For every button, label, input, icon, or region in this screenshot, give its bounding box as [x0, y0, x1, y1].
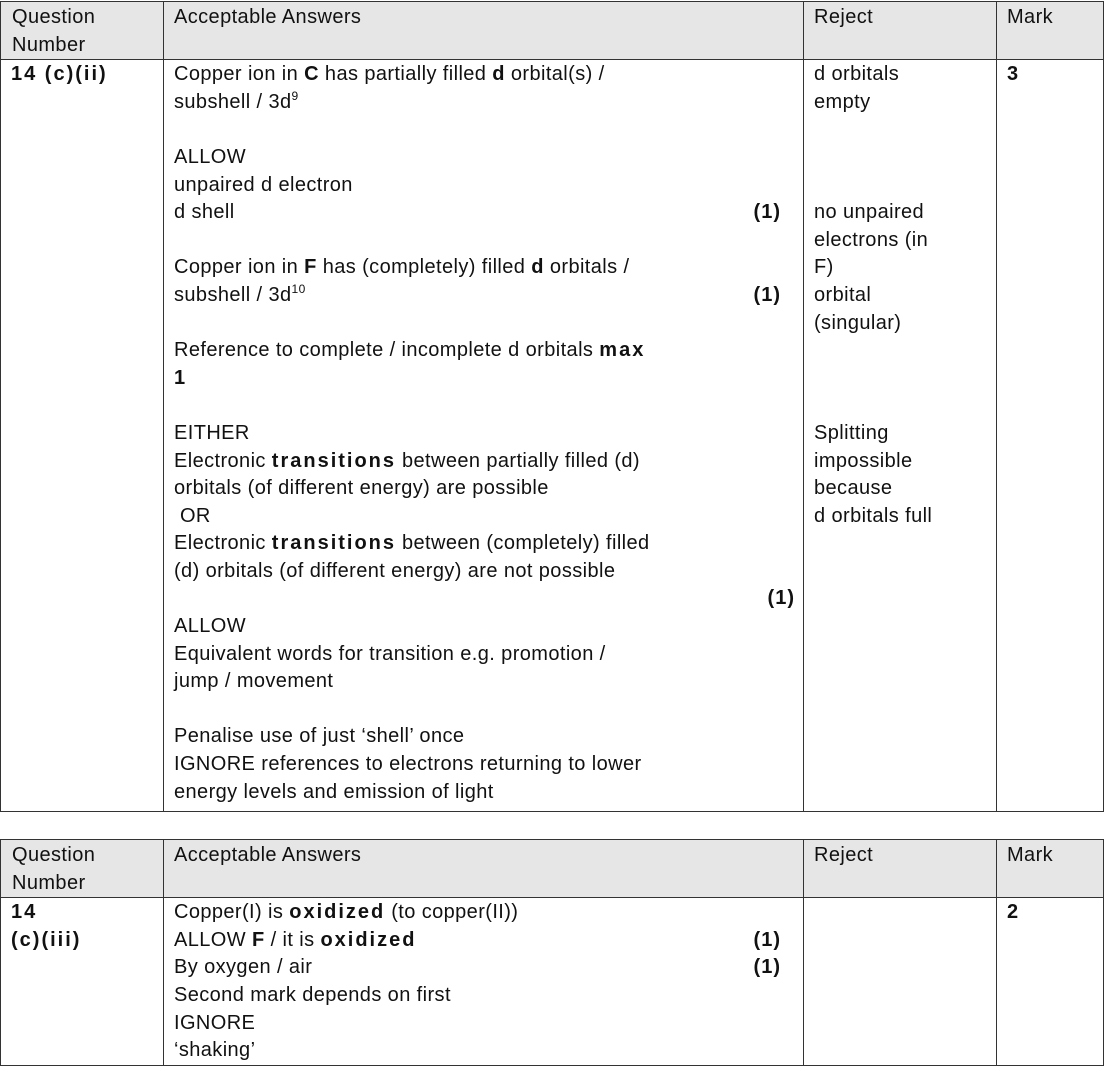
answer-line: orbitals (of different energy) are possible	[174, 477, 549, 500]
question-number-part: (c)(iii)	[11, 928, 82, 951]
allow-label: ALLOW	[174, 145, 247, 168]
header-reject: Reject	[804, 2, 997, 60]
or-label: OR	[179, 504, 211, 527]
answer-row	[1, 898, 1104, 1066]
question-number-cell	[1, 60, 164, 812]
point-marker: (1)	[767, 587, 795, 610]
answer-line: Copper ion in C has partially filled d orbital(s) /	[174, 63, 605, 86]
answer-line: subshell / $3d^{10}$ (1)	[174, 282, 795, 310]
reject-line: F)	[814, 256, 834, 279]
answer-line: 1	[174, 366, 186, 389]
answer-line	[174, 585, 795, 613]
answer-line: jump / movement	[174, 670, 334, 693]
reject-line: (singular)	[814, 311, 902, 334]
acceptable-answers-cell	[164, 898, 804, 1066]
point-marker: (1)	[753, 201, 781, 224]
reject-line: no unpaired	[814, 201, 925, 224]
mark-scheme-table-14-c-iii	[0, 839, 1104, 1066]
reject-line: d orbitals	[814, 63, 900, 86]
mark-cell	[997, 898, 1104, 1066]
answer-line: IGNORE	[174, 1011, 256, 1034]
answer-line: Electronic transitions between partially filled (d)	[174, 449, 640, 472]
answer-line: (d) orbitals (of different energy) are not possible	[174, 559, 616, 582]
allow-label: ALLOW	[174, 615, 247, 638]
acceptable-answers-cell	[164, 60, 804, 812]
answer-line: unpaired d electron	[174, 173, 353, 196]
header-acceptable-answers: Acceptable Answers	[164, 840, 804, 898]
reject-cell	[804, 898, 997, 1066]
answer-line: Copper ion in F has (completely) filled d orbitals /	[174, 256, 630, 279]
reject-line: Splitting	[814, 421, 889, 444]
reject-line: impossible	[814, 449, 913, 472]
mark-value: 3	[1007, 63, 1019, 86]
answer-line: Electronic transitions between (completely) filled	[174, 532, 650, 555]
mark-value: 2	[1007, 901, 1019, 924]
answer-line: Equivalent words for transition e.g. promotion /	[174, 642, 606, 665]
reject-line: because	[814, 477, 893, 500]
point-marker: (1)	[753, 928, 781, 951]
answer-line: d shell (1)	[174, 199, 795, 227]
either-label: EITHER	[174, 421, 250, 444]
header-row	[1, 840, 1104, 898]
reject-line: electrons (in	[814, 228, 929, 251]
answer-line: Reference to complete / incomplete d orbitals max	[174, 339, 646, 362]
question-number: 14	[11, 901, 38, 924]
header-acceptable-answers: Acceptable Answers	[164, 2, 804, 60]
answer-line: By oxygen / air (1)	[174, 954, 795, 982]
question-number-cell	[1, 898, 164, 1066]
header-question-number: Question Number	[1, 840, 164, 898]
reject-line: orbital	[814, 283, 872, 306]
mark-scheme-table-14-c-ii	[0, 1, 1104, 812]
header-row	[1, 2, 1104, 60]
header-mark: Mark	[997, 840, 1104, 898]
reject-line: d orbitals full	[814, 504, 933, 527]
header-reject: Reject	[804, 840, 997, 898]
answer-line: Copper(I) is oxidized (to copper(II))	[174, 901, 519, 924]
answer-line: ALLOW F / it is oxidized (1)	[174, 927, 795, 955]
point-marker: (1)	[753, 283, 781, 306]
answer-line: energy levels and emission of light	[174, 780, 494, 803]
question-number: 14 (c)(ii)	[11, 63, 108, 86]
answer-line: ‘shaking’	[174, 1039, 256, 1062]
answer-line: subshell / $3d^9$	[174, 88, 299, 113]
reject-line: empty	[814, 90, 871, 113]
header-mark: Mark	[997, 2, 1104, 60]
mark-cell	[997, 60, 1104, 812]
reject-cell	[804, 60, 997, 812]
answer-line: Second mark depends on first	[174, 983, 451, 1006]
answer-line: Penalise use of just ‘shell’ once	[174, 725, 465, 748]
point-marker: (1)	[753, 956, 781, 979]
answer-row	[1, 60, 1104, 812]
header-question-number: Question Number	[1, 2, 164, 60]
answer-line: IGNORE references to electrons returning to lower	[174, 753, 642, 776]
